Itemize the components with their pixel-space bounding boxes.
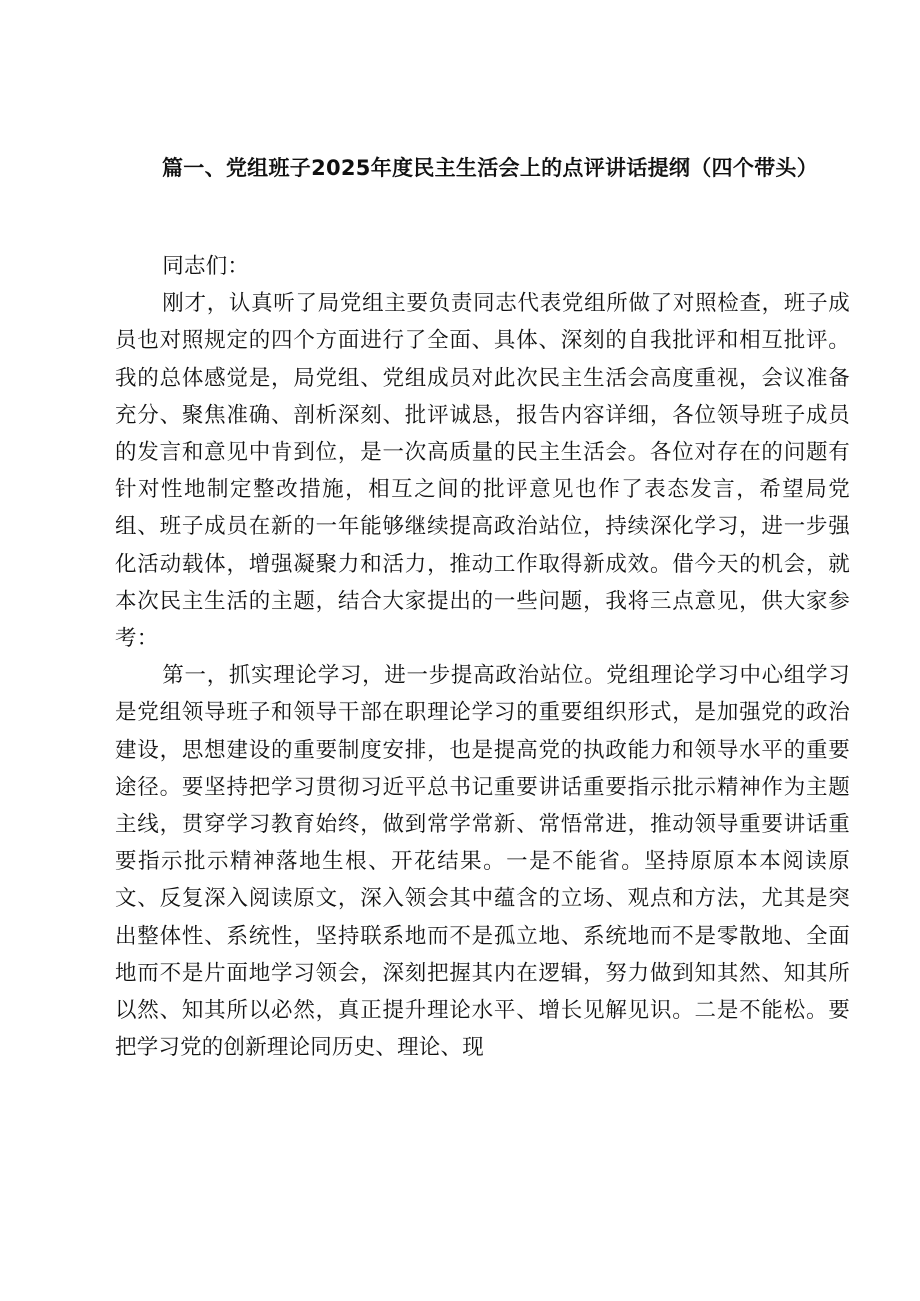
paragraph-first-point: 第一，抓实理论学习，进一步提高政治站位。党组理论学习中心组学习是党组领导班子和领导干部在职理论学习的重要组织形式，是加强党的政治建设，思想建设的重要制度安排，也是提高党的执政能力和领导水平的重要途径。要坚持把学习贯彻习近平总书记重要讲话重要指示批示精神作为主题主线，贯穿学习教育始终，做到常学常新、常悟常进，推动领导重要讲话重要指示批示精神落地生根、开花结果。一是不能省。坚持原原本本阅读原文、反复深入阅读原文，深入领会其中蕴含的立场、观点和方法，尤其是突出整体性、系统性，坚持联系地而不是孤立地、系统地而不是零散地、全面地而不是片面地学习领会，深刻把握其内在逻辑，努力做到知其然、知其所以然、知其所以必然，真正提升理论水平、增长见解见识。二是不能松。要把学习党的创新理论同历史、理论、现 bbox=[115, 663, 850, 1061]
document-title: 篇一、党组班子2025年度民主生活会上的点评讲话提纲（四个带头） bbox=[161, 156, 819, 180]
document-body bbox=[115, 248, 850, 1066]
paragraph-intro: 刚才，认真听了局党组主要负责同志代表党组所做了对照检查，班子成员也对照规定的四个方面进行了全面、具体、深刻的自我批评和相互批评。我的总体感觉是，局党组、党组成员对此次民主生活会高度重视，会议准备充分、聚焦准确、剖析深刻、批评诚恳，报告内容详细，各位领导班子成员的发言和意见中肯到位，是一次高质量的民主生活会。各位对存在的问题有针对性地制定整改措施，相互之间的批评意见也作了表态发言，希望局党组、班子成员在新的一年能够继续提高政治站位，持续深化学习，进一步强化活动载体，增强凝聚力和活力，推动工作取得新成效。借今天的机会，就本次民主生活的主题，结合大家提出的一些问题，我将三点意见，供大家参考： bbox=[115, 291, 850, 652]
greeting: 同志们： bbox=[162, 254, 250, 279]
